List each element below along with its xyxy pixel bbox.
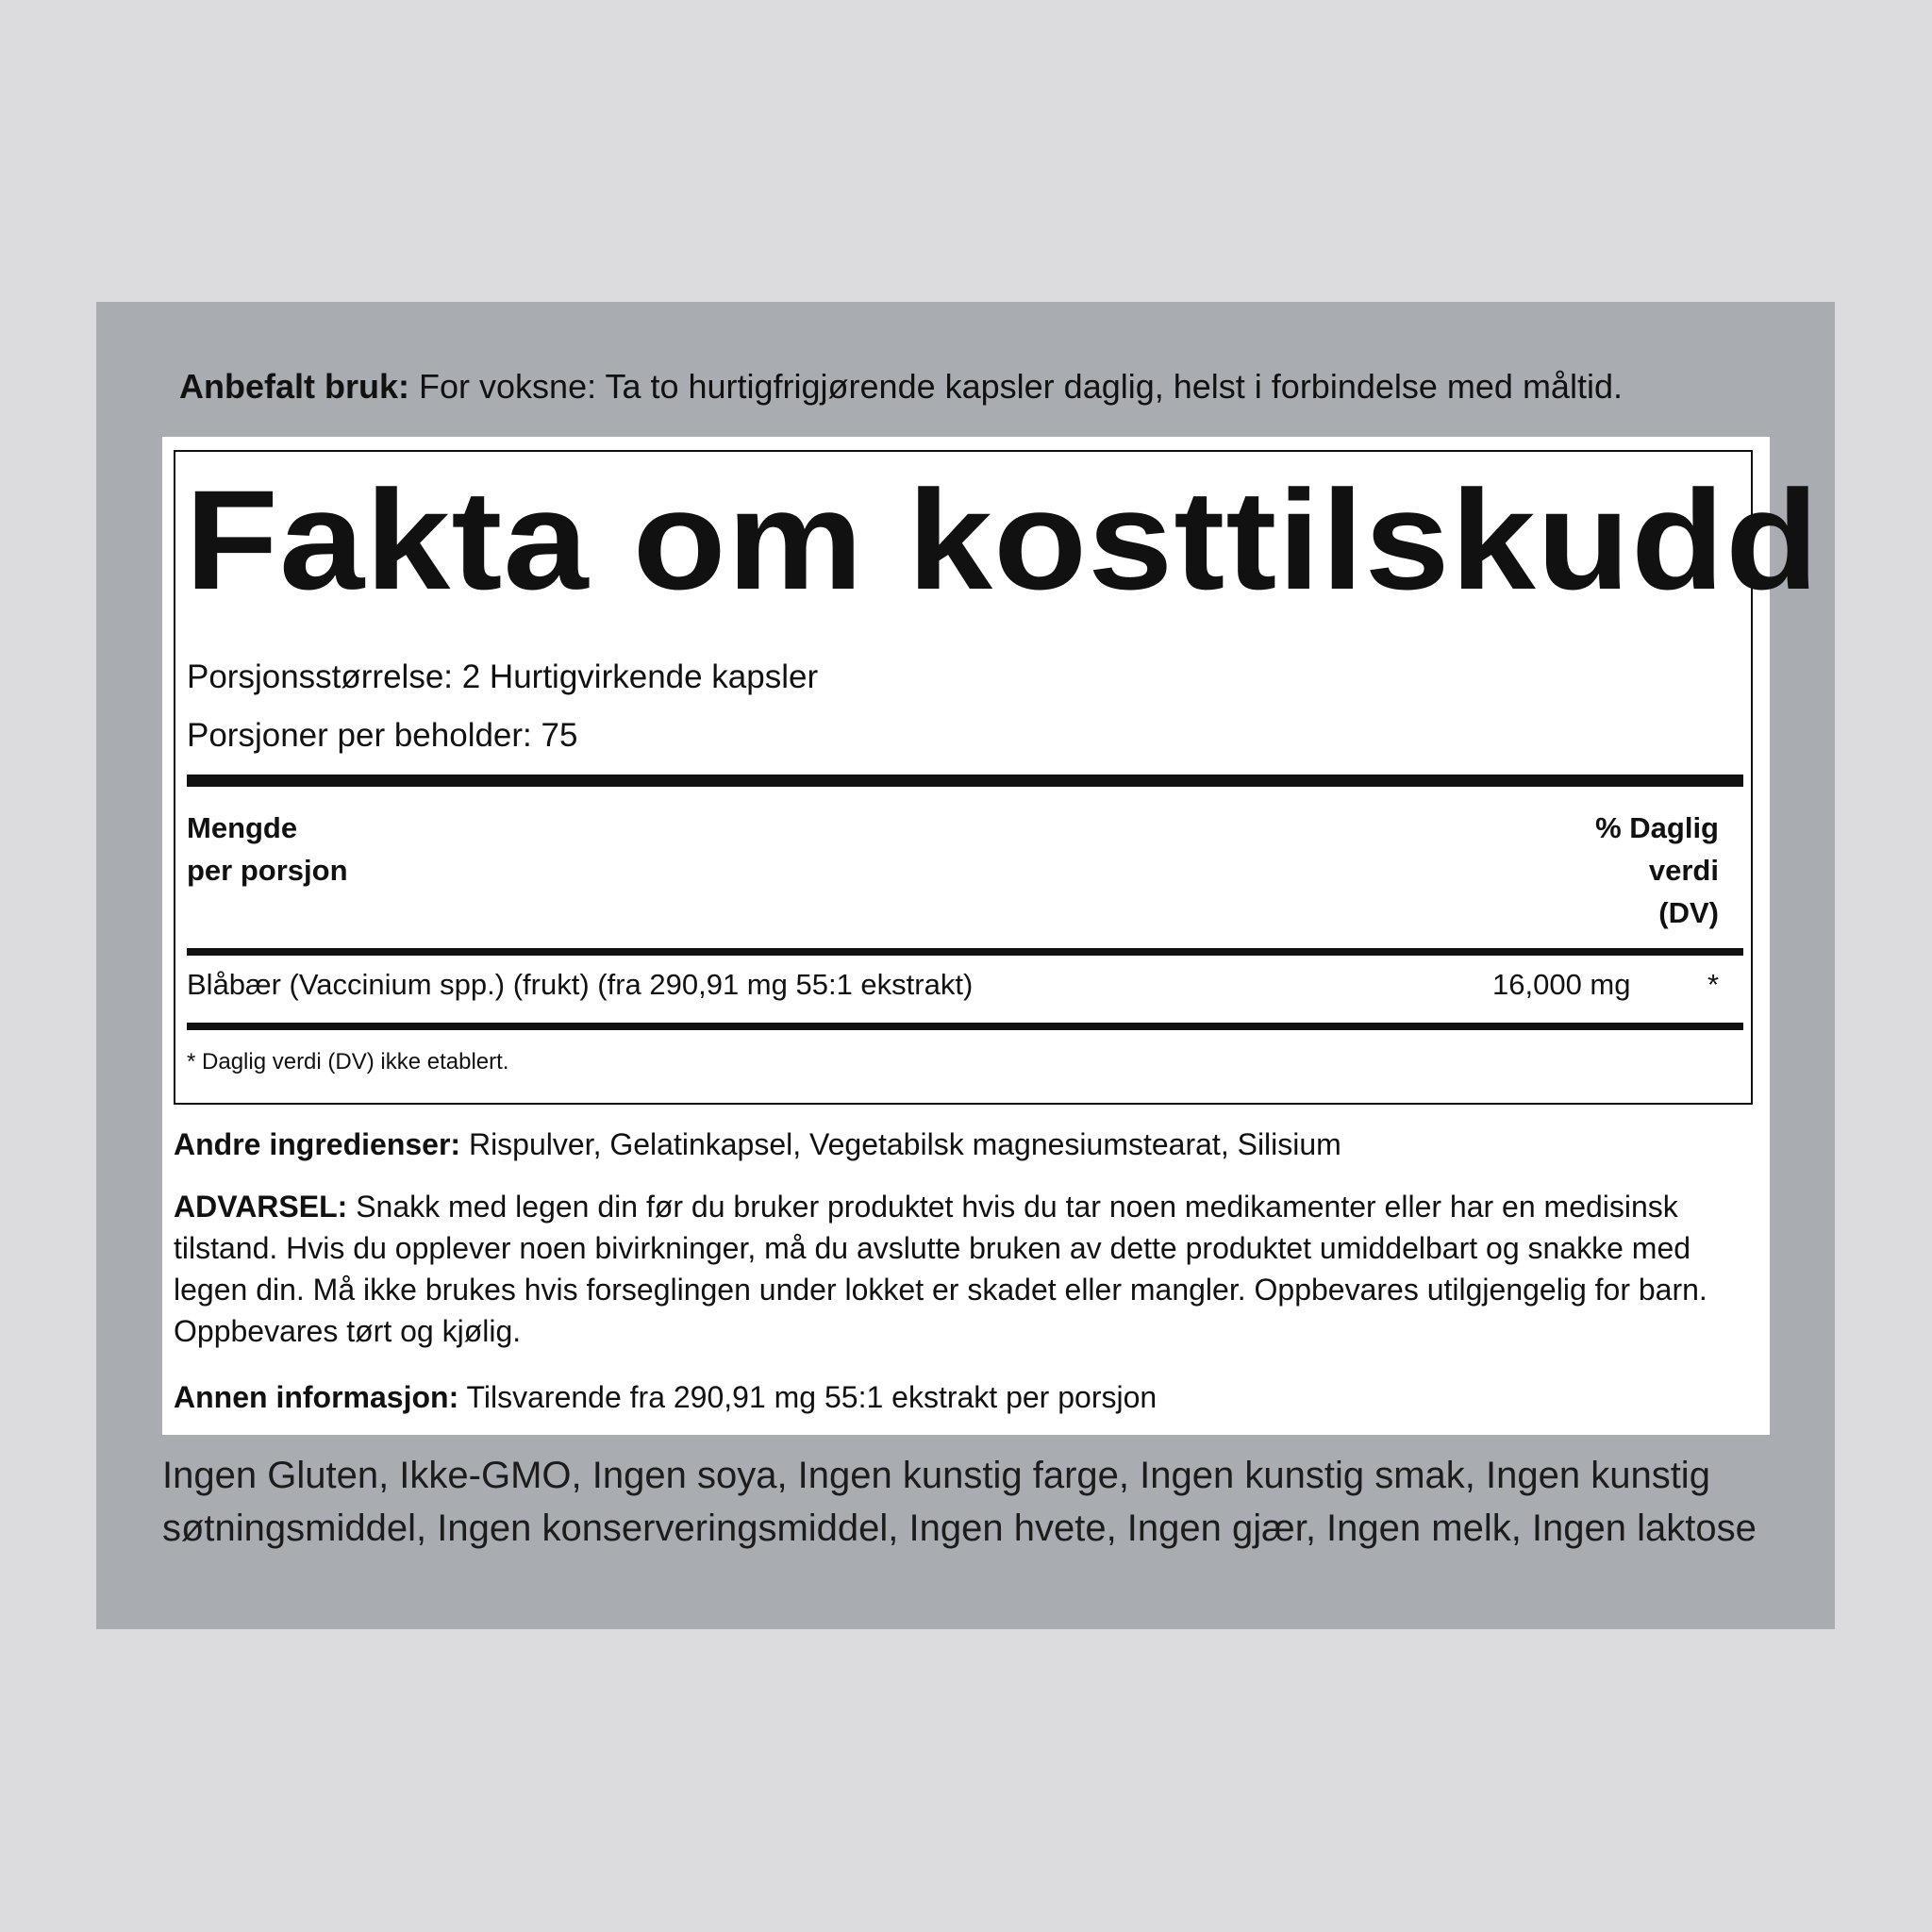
other-ingredients-label: Andre ingredienser: — [174, 1127, 461, 1161]
dv-header-line2: verdi — [1648, 854, 1719, 887]
amount-header-line1: Mengde — [187, 811, 298, 844]
recommended-use-label: Anbefalt bruk: — [179, 367, 410, 406]
warning-label: ADVARSEL: — [174, 1190, 348, 1224]
recommended-use — [179, 366, 1783, 408]
other-ingredients — [174, 1124, 1758, 1165]
dv-footnote: * Daglig verdi (DV) ikke etablert. — [187, 1049, 509, 1074]
dv-header-line3: (DV) — [1658, 896, 1719, 929]
label-panel — [96, 302, 1835, 1629]
nutrient-row-amount: 16,000 mg — [1492, 968, 1631, 1001]
other-information — [174, 1376, 1758, 1418]
serving-size: Porsjonsstørrelse: 2 Hurtigvirkende kapsler — [187, 658, 819, 695]
other-information-label: Annen informasjon: — [174, 1380, 459, 1414]
warning — [174, 1186, 1758, 1352]
amount-per-serving-header — [187, 807, 348, 891]
servings-per-container: Porsjoner per beholder: 75 — [187, 717, 578, 754]
thick-divider — [187, 774, 1743, 787]
amount-header-line2: per porsjon — [187, 854, 348, 887]
nutrient-row-dv: * — [1707, 968, 1720, 1001]
other-information-text: Tilsvarende fra 290,91 mg 55:1 ekstrakt per porsjon — [458, 1380, 1158, 1414]
label-card — [162, 437, 1821, 1435]
medium-divider — [187, 948, 1743, 956]
warning-text: Snakk med legen din før du bruker produktet hvis du tar noen medikamenter eller har en medisinsk tilstand. Hvis du opplever noen bivirkninger, må du avslutte bruken av dette produktet umiddelbart og snakke med legen din. Må ikke brukes hvis forseglingen under lokket er skadet eller mangler. Oppbevares utilgjengelig for barn. Oppbevares tørt og kjølig. — [174, 1190, 1707, 1348]
supplement-facts-title: Fakta om kosttilskudd — [185, 460, 1821, 619]
dv-header-line1: % Daglig — [1595, 811, 1719, 844]
other-ingredients-text: Rispulver, Gelatinkapsel, Vegetabilsk magnesiumstearat, Silisium — [460, 1127, 1341, 1161]
daily-value-header — [1595, 807, 1719, 934]
free-from-claims: Ingen Gluten, Ikke-GMO, Ingen soya, Ingen kunstig farge, Ingen kunstig smak, Ingen kunstig søtningsmiddel, Ingen konserveringsmiddel, Ingen hvete, Ingen gjær, Ingen melk, Ingen laktose — [162, 1455, 1757, 1549]
bottom-divider — [187, 1023, 1743, 1030]
recommended-use-text: For voksne: Ta to hurtigfrigjørende kapsler daglig, helst i forbindelse med måltid. — [409, 367, 1623, 406]
nutrient-row-name: Blåbær (Vaccinium spp.) (frukt) (fra 290,91 mg 55:1 ekstrakt) — [187, 968, 974, 1001]
supplement-facts-box — [174, 450, 1821, 1105]
